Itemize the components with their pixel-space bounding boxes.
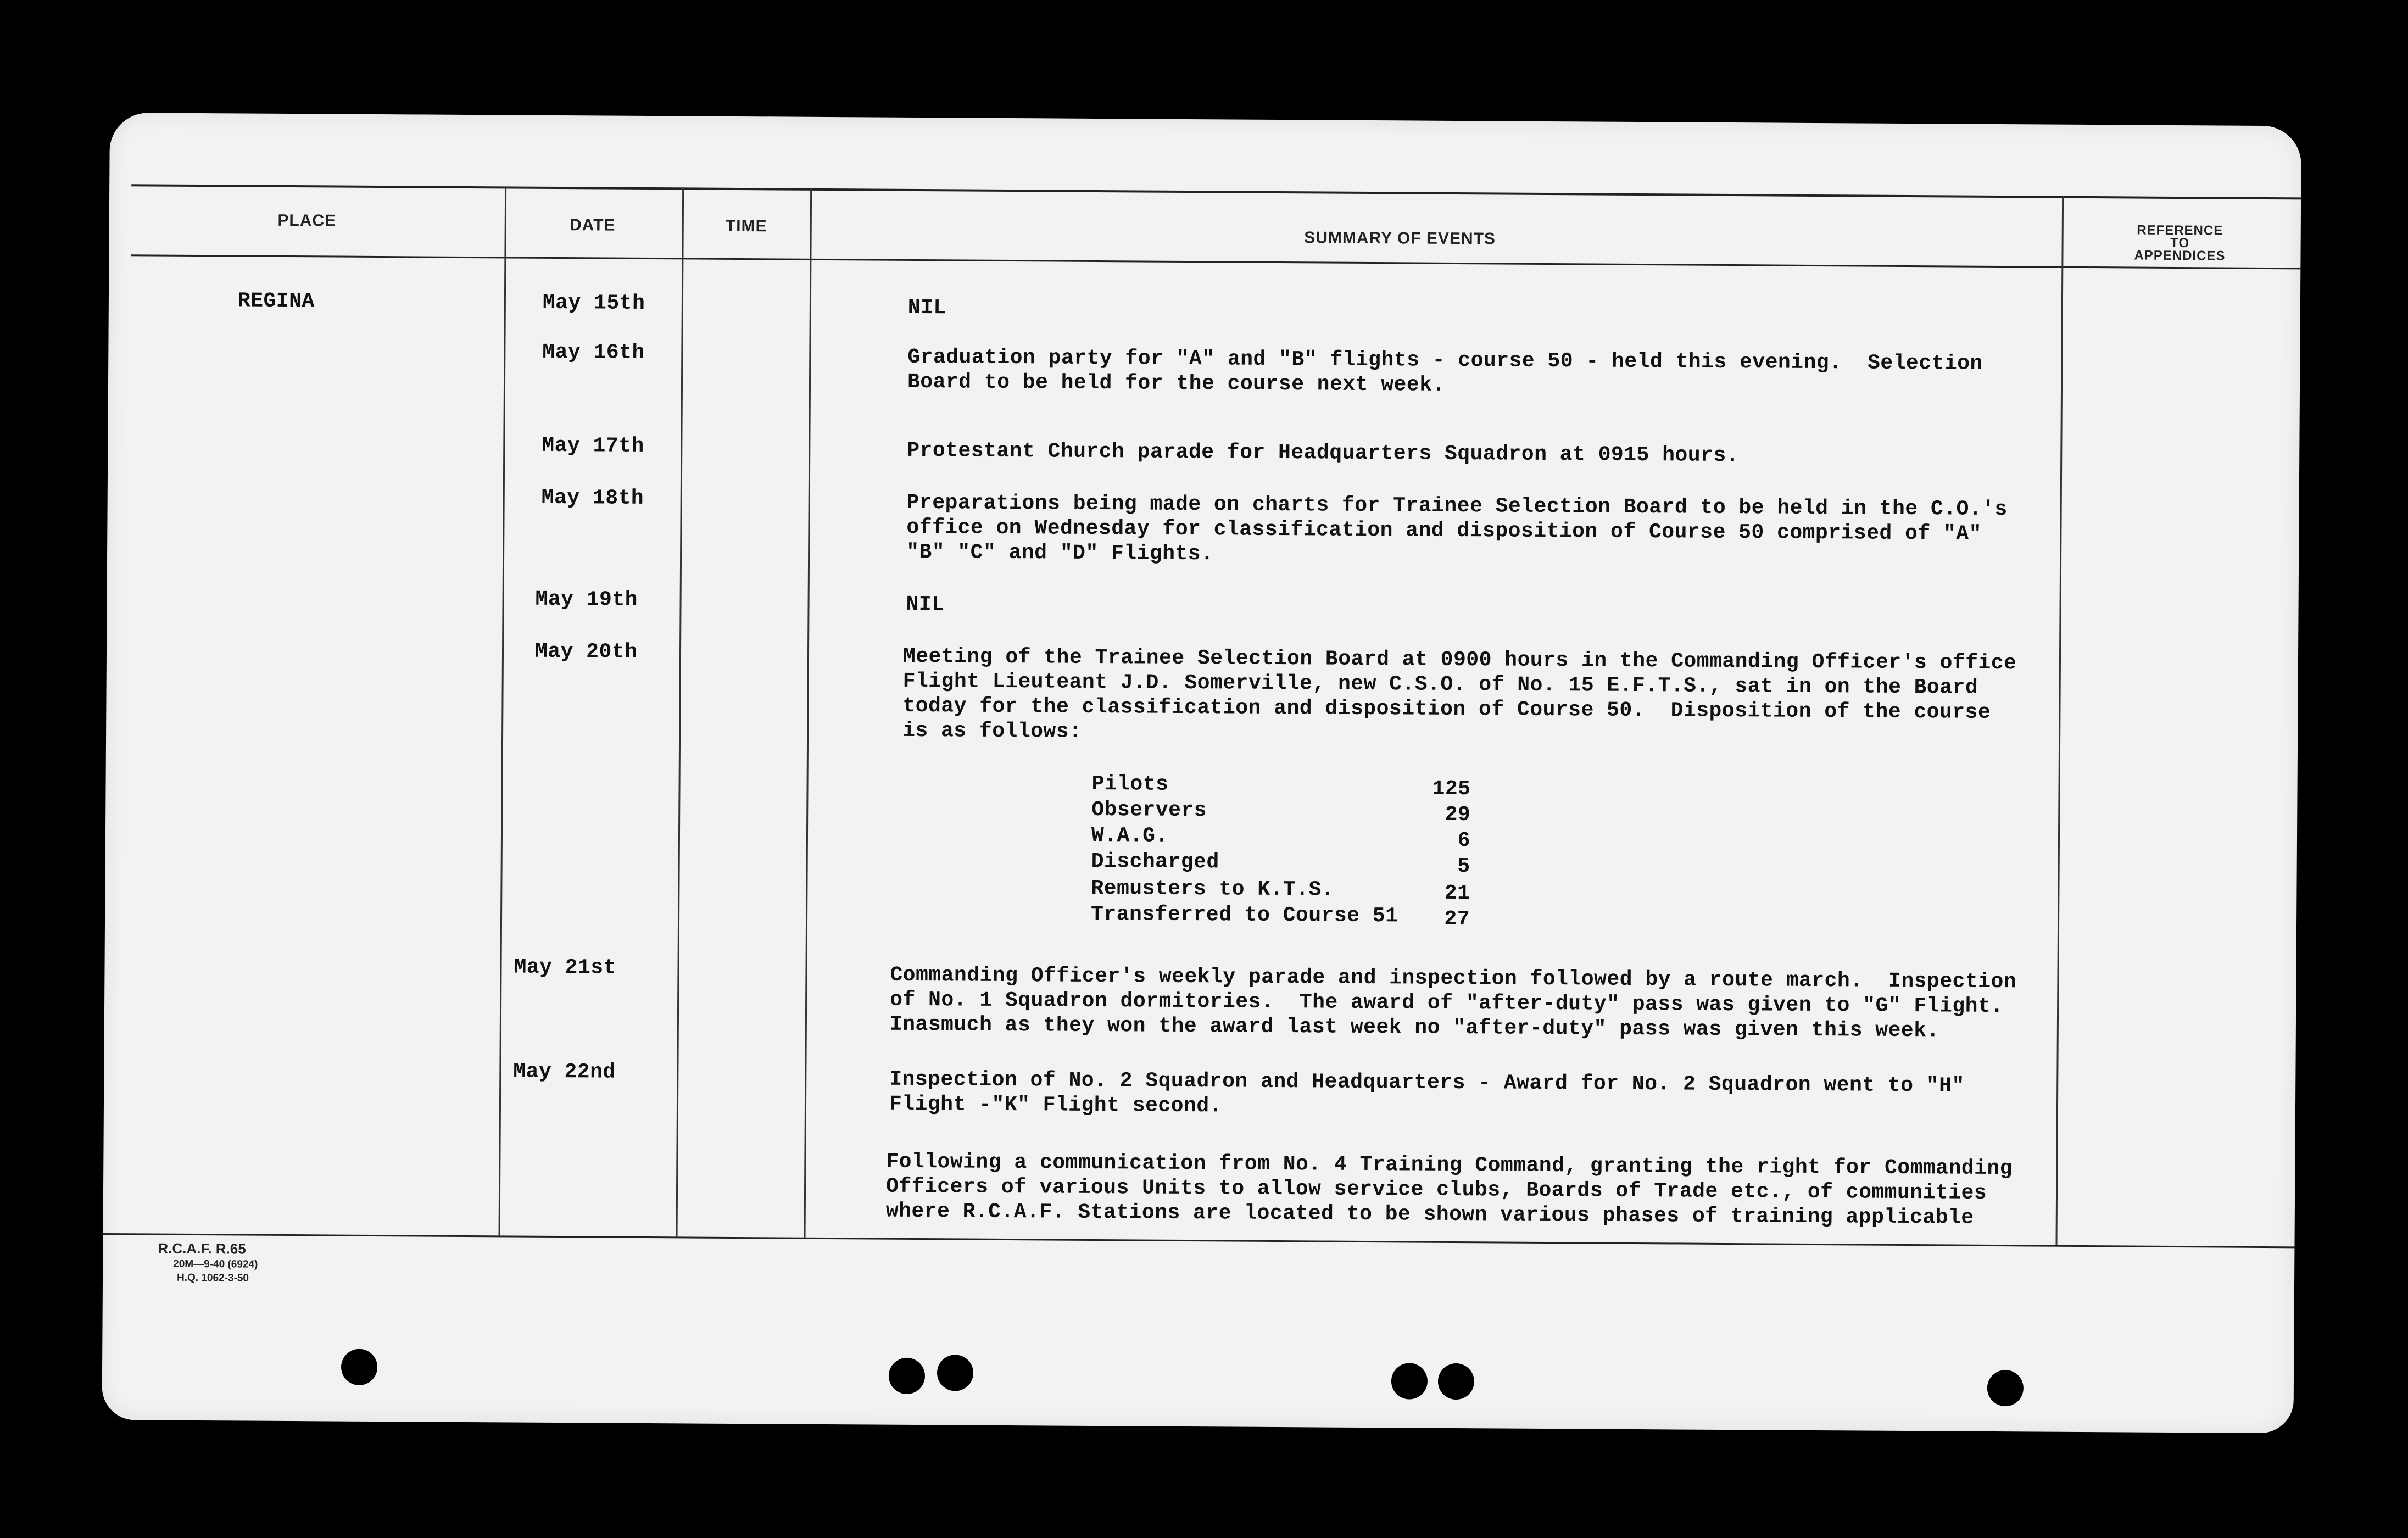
header-reference-line1: REFERENCE xyxy=(2137,222,2223,238)
summary-line: "B" "C" and "D" Flights. xyxy=(906,540,1214,566)
header-summary: SUMMARY OF EVENTS xyxy=(1304,229,1496,248)
column-divider-time-summary xyxy=(804,188,812,1238)
summary-line: Following a communication from No. 4 Training Command, granting the right for Commanding xyxy=(886,1150,2013,1181)
summary-line: where R.C.A.F. Stations are located to be shown various phases of training applicable xyxy=(885,1199,1974,1230)
disposition-count: 21 xyxy=(1444,881,1470,906)
header-reference xyxy=(2070,222,2289,264)
diary-card xyxy=(102,113,2301,1433)
punch-hole xyxy=(1438,1363,1474,1400)
summary-line: Meeting of the Trainee Selection Board at 0900 hours in the Commanding Officer's office xyxy=(902,644,2017,676)
disposition-count: 5 xyxy=(1457,855,1470,879)
header-time: TIME xyxy=(725,216,767,236)
date-entry: May 17th xyxy=(542,433,644,458)
summary-line: office on Wednesday for classification and disposition of Course 50 comprised of "A" xyxy=(906,515,1982,546)
punch-hole xyxy=(1987,1370,2024,1406)
summary-line: Commanding Officer's weekly parade and inspection followed by a route march. Inspection xyxy=(890,963,2017,994)
form-number: R.C.A.F. R.65 xyxy=(158,1240,246,1257)
summary-line: Inspection of No. 2 Squadron and Headquarters - Award for No. 2 Squadron went to "H" xyxy=(889,1067,1965,1098)
date-entry: May 21st xyxy=(514,955,617,980)
date-entry: May 15th xyxy=(542,291,645,315)
summary-line: Preparations being made on charts for Trainee Selection Board to be held in the C.O.'s xyxy=(906,491,2008,522)
summary-line: Graduation party for "A" and "B" flights - course 50 - held this evening. Selection xyxy=(907,345,1983,376)
header-reference-line3: APPENDICES xyxy=(2134,248,2226,264)
disposition-count: 27 xyxy=(1444,907,1470,932)
form-hq-reference: H.Q. 1062-3-50 xyxy=(176,1272,249,1284)
date-entry: May 22nd xyxy=(513,1060,616,1084)
column-divider-place-date xyxy=(499,186,507,1235)
punch-hole xyxy=(937,1355,973,1391)
punch-hole xyxy=(1391,1363,1428,1399)
summary-line: Flight -"K" Flight second. xyxy=(889,1092,1223,1118)
punch-hole xyxy=(341,1349,377,1385)
disposition-label: Pilots xyxy=(1091,772,1169,796)
summary-line: NIL xyxy=(907,296,946,320)
summary-line: Protestant Church parade for Headquarters Squadron at 0915 hours. xyxy=(907,438,1740,468)
summary-line: Board to be held for the course next week. xyxy=(907,370,1445,397)
summary-line: of No. 1 Squadron dormitories. The award of "after-duty" pass was given to "G" Flight. xyxy=(890,988,2004,1019)
disposition-label: W.A.G. xyxy=(1091,823,1168,848)
column-divider-date-time xyxy=(676,187,684,1236)
disposition-count: 6 xyxy=(1457,829,1471,853)
summary-line: Officers of various Units to allow service clubs, Boards of Trade etc., of communities xyxy=(885,1174,1987,1205)
disposition-label: Discharged xyxy=(1091,849,1219,874)
place-entry: REGINA xyxy=(237,289,315,314)
summary-line: is as follows: xyxy=(902,718,1082,744)
date-entry: May 20th xyxy=(534,639,638,664)
date-entry: May 16th xyxy=(542,340,645,365)
disposition-count: 125 xyxy=(1432,777,1471,801)
summary-line: Flight Lieuteant J.D. Somerville, new C.S.O. of No. 15 E.F.T.S., sat in on the Board xyxy=(902,669,1978,700)
column-divider-summary-reference xyxy=(2055,196,2064,1245)
summary-line: today for the classification and disposition of Course 50. Disposition of the course xyxy=(902,694,1991,725)
disposition-label: Transferred to Course 51 xyxy=(1090,902,1398,928)
header-reference-line2: TO xyxy=(2170,235,2190,251)
punch-hole xyxy=(889,1358,925,1394)
date-entry: May 18th xyxy=(541,486,644,510)
header-date: DATE xyxy=(569,216,616,235)
form-print-run: 20M—9-40 (6924) xyxy=(173,1258,258,1270)
date-entry: May 19th xyxy=(535,587,638,612)
header-top-rule xyxy=(131,184,2301,199)
disposition-label: Remusters to K.T.S. xyxy=(1091,876,1335,902)
summary-line: Inasmuch as they won the award last week no "after-duty" pass was given this week. xyxy=(889,1012,1939,1043)
header-bottom-rule xyxy=(131,254,2300,269)
summary-line: NIL xyxy=(906,592,945,617)
disposition-count: 29 xyxy=(1445,803,1471,827)
footer-rule xyxy=(103,1233,2295,1248)
header-place: PLACE xyxy=(277,211,337,230)
disposition-label: Observers xyxy=(1091,798,1207,823)
